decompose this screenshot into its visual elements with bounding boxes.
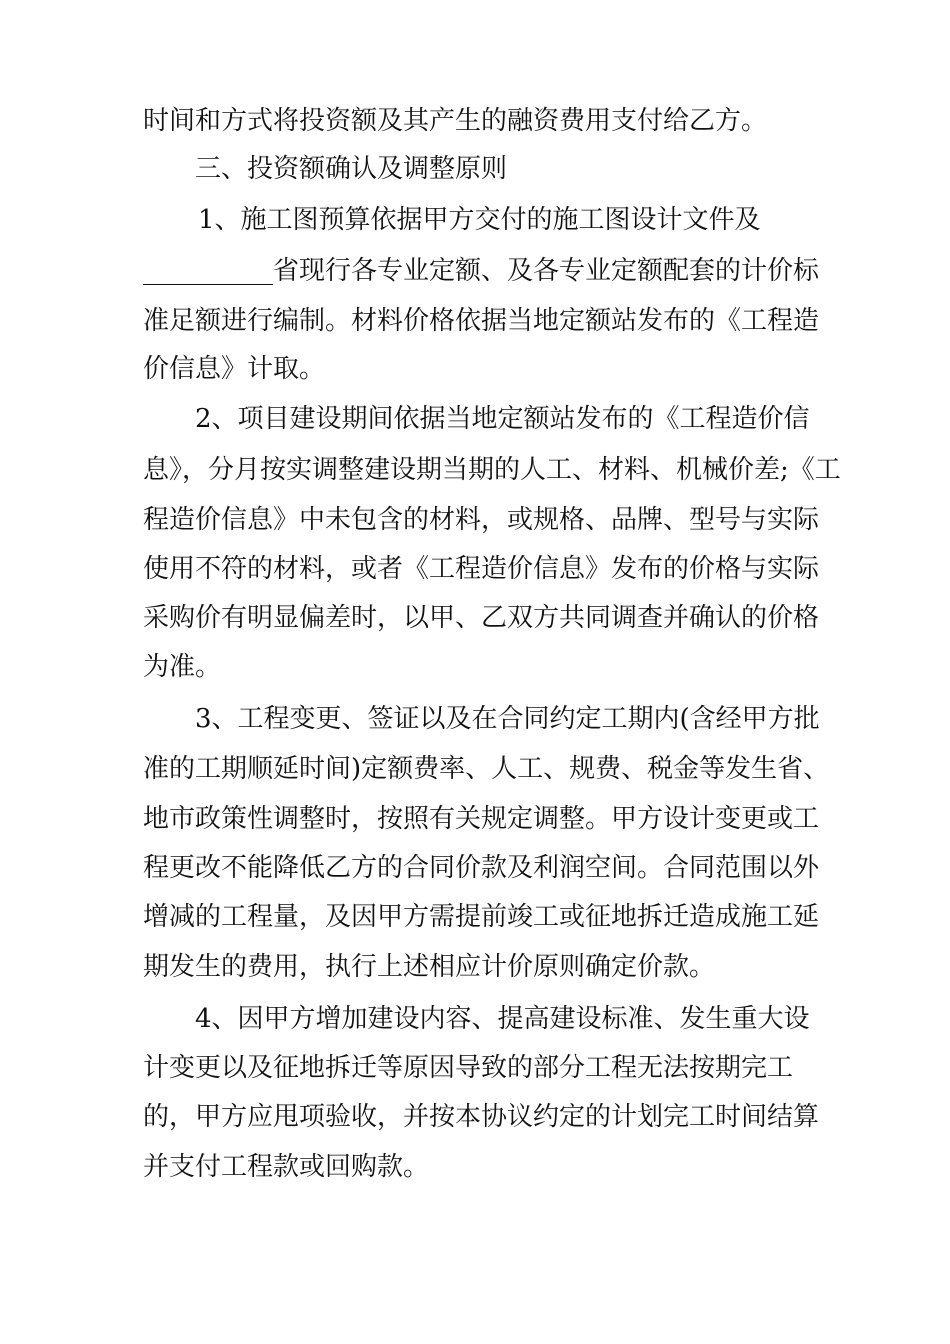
text-line-13: 3、工程变更、签证以及在合同约定工期内(含经甲方批	[195, 704, 820, 734]
text-line-3: 1、施工图预算依据甲方交付的施工图设计文件及	[198, 205, 761, 235]
text-line-11: 采购价有明显偏差时，以甲、乙双方共同调查并确认的价格	[143, 603, 820, 633]
text-line-4: __________省现行各专业定额、及各专业定额配套的计价标	[143, 256, 820, 286]
text-line-19: 4、因甲方增加建设内容、提高建设标准、发生重大设	[195, 1004, 810, 1034]
text-line-7: 2、项目建设期间依据当地定额站发布的《工程造价信	[195, 404, 810, 434]
text-line-5: 准足额进行编制。材料价格依据当地定额站发布的《工程造	[143, 306, 820, 336]
text-line-10: 使用不符的材料，或者《工程造价信息》发布的价格与实际	[143, 554, 820, 584]
text-line-20: 计变更以及征地拆迁等原因导致的部分工程无法按期完工	[143, 1053, 794, 1083]
text-line-17: 增减的工程量，及因甲方需提前竣工或征地拆迁造成施工延	[143, 902, 820, 932]
text-line-1: 时间和方式将投资额及其产生的融资费用支付给乙方。	[143, 106, 768, 136]
section-heading: 三、投资额确认及调整原则	[195, 154, 508, 184]
text-line-16: 程更改不能降低乙方的合同价款及利润空间。合同范围以外	[143, 853, 820, 883]
text-line-21: 的，甲方应甩项验收，并按本协议约定的计划完工时间结算	[143, 1102, 820, 1132]
text-line-14: 准的工期顺延时间)定额费率、人工、规费、税金等发生省、	[143, 754, 830, 784]
text-line-6: 价信息》计取。	[143, 354, 326, 384]
text-line-12: 为准。	[143, 652, 222, 682]
text-line-18: 期发生的费用，执行上述相应计价原则确定价款。	[143, 952, 716, 982]
text-line-8: 息》，分月按实调整建设期当期的人工、材料、机械价差;《工	[143, 455, 841, 485]
text-line-22: 并支付工程款或回购款。	[143, 1152, 430, 1182]
text-line-15: 地市政策性调整时，按照有关规定调整。甲方设计变更或工	[143, 804, 820, 834]
text-line-9: 程造价信息》中未包含的材料，或规格、品牌、型号与实际	[143, 505, 820, 535]
